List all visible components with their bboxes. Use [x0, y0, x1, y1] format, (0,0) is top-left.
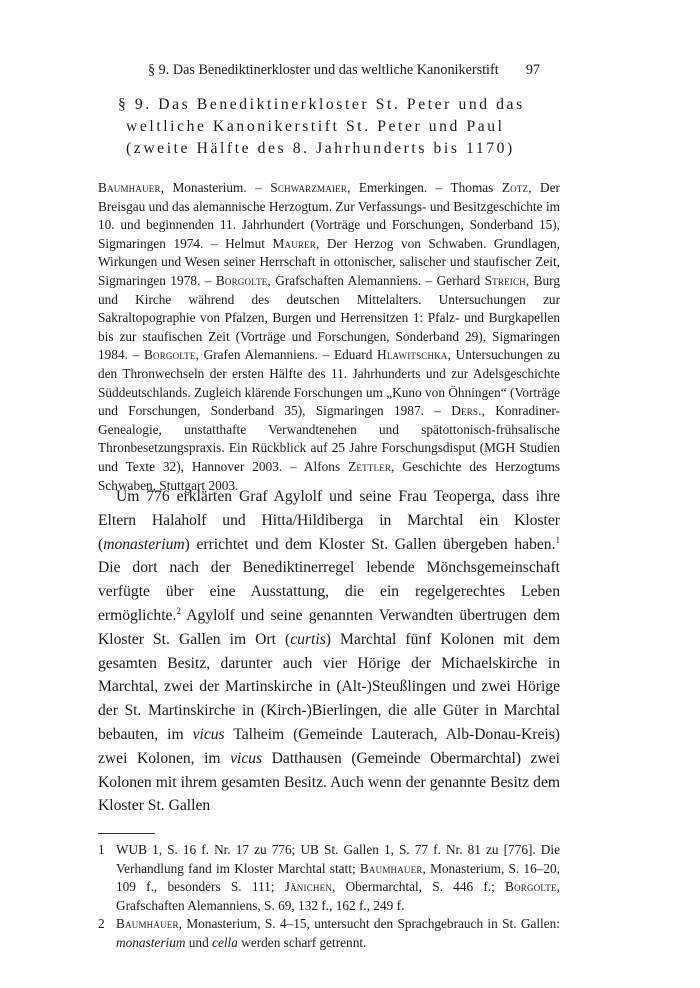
- body-text: Datthausen (Gemeinde Obermarchtal) zwei Kolonen mit ihrem gesamten Besitz. Auch wenn der genannte Besitz dem Kloster St. Gallen: [98, 749, 560, 815]
- footnote-segment: , Monasterium, S. 4–15, untersucht den Sprachgebrauch in St. Gallen:: [178, 916, 560, 932]
- body-text: ) errichtet und dem Kloster St. Gallen übergeben haben.: [184, 535, 556, 553]
- bibliography-text: , Grafen Alemanniens. – Eduard: [195, 347, 378, 363]
- bibliography-text: , Der Herzog von Schwaben. Grundlagen, Wirkungen und Wesen seiner Herrschaft in ottonischer, salischer und staufischer Zeit, Sigmaringen 1978. –: [98, 235, 561, 288]
- footnote-segment: werden scharf getrennt.: [237, 934, 367, 950]
- author-name: Jänichen: [284, 879, 333, 895]
- body-text: Agylolf und seine genannten Verwandten übertrugen dem Kloster St. Gallen im Ort (: [98, 606, 560, 648]
- author-name: Ders.: [451, 403, 482, 419]
- author-name: Zettler: [348, 458, 392, 474]
- footnote-divider: [98, 833, 155, 834]
- author-name: Streich: [484, 272, 526, 288]
- footnote-segment: , Monasterium, S. 16–20, 109 f., besonders S. 111;: [116, 860, 560, 895]
- footnote-number: 2: [98, 916, 105, 932]
- body-text: Talheim (Gemeinde Lauterach, Alb-Donau-Kreis) zwei Kolonen, im: [98, 725, 560, 767]
- author-name: Zotz: [501, 180, 529, 195]
- footnote-2: [98, 915, 560, 952]
- page-number: 97: [525, 62, 540, 78]
- author-name: Maurer: [272, 235, 317, 251]
- footnote-ref-2[interactable]: 2: [176, 605, 181, 616]
- bibliography-text: , Monasterium. –: [160, 180, 271, 195]
- footnote-number: 1: [98, 842, 105, 857]
- author-name: Baumhauer: [116, 916, 179, 932]
- heading-line-2: weltliche Kanonikerstift St. Peter und Paul: [126, 118, 505, 135]
- footnote-text: [116, 915, 560, 952]
- body-paragraph: [98, 485, 560, 818]
- bibliography-text: , Geschichte des Herzogtums Schwaben, Stuttgart 2003.: [98, 458, 560, 493]
- author-name: Borgolte: [215, 272, 268, 288]
- footnote-1: [98, 841, 560, 915]
- heading-line-1: § 9. Das Benediktinerkloster St. Peter und das: [118, 96, 525, 113]
- bibliography-text: , Grafschaften Alemanniens. – Gerhard: [267, 272, 485, 288]
- running-head: [148, 62, 540, 79]
- author-name: Schwarzmaier: [270, 180, 348, 195]
- body-text: Um 776 erklärten Graf Agylolf und seine Frau Teoperga, dass ihre Eltern Halaholf und Hitta/Hildiberga in Marchtal ein Kloster (: [98, 488, 560, 553]
- italic-term: monasterium: [116, 934, 186, 950]
- section-heading: [118, 94, 538, 160]
- heading-line-3: (zweite Hälfte des 8. Jahrhunderts bis 1170): [126, 140, 515, 157]
- body-text: Die dort nach der Benediktinerregel lebende Mönchsgemeinschaft verfügte über eine Ausstattung, die ein regelgerechtes Leben ermöglichte.: [98, 559, 560, 624]
- footnote-segment: WUB 1, S. 16 f. Nr. 17 zu 776; UB St. Gallen 1, S. 77 f. Nr. 81 zu [776]. Die Verhandlung fand im Kloster Marchtal statt;: [116, 842, 560, 876]
- footnote-segment: , Grafschaften Alemanniens, S. 69, 132 f., 162 f., 249 f.: [116, 879, 560, 913]
- italic-term: curtis: [290, 630, 326, 648]
- body-text: ) Marchtal fünf Kolonen mit dem gesamten Besitz, darunter auch vier Hörige der Michaelskirche in Marchtal, zwei der Martinskirche in (Alt-)Steußlingen und zwei Hörige der St. Martinskirche in (Kirch-)Bierlingen, die alle Güter in Marchtal bebauten, im: [98, 630, 561, 743]
- bibliography-text: , Der Breisgau und das alemannische Herzogtum. Zur Verfassungs- und Besitzgeschichte im 10. und beginnenden 11. Jahrhundert (Vorträge und Forschungen, Sonderband 15), Sigmaringen 1974. – Helmut: [98, 180, 560, 251]
- footnotes: [98, 841, 560, 953]
- italic-term: vicus: [230, 749, 263, 767]
- author-name: Borgolte: [505, 879, 557, 895]
- author-name: Baumhauer: [359, 860, 423, 876]
- bibliography-text: , Burg und Kirche während des deutschen Mittelalters. Untersuchungen zur Sakraltopographie von Pfalzen, Burgen und Herrensitzen 1: Pfalz- und Burgkapellen bis zur staufischen Zeit (Vorträge und Forschungen, Sonderband 29), Sigmaringen 1984. –: [98, 272, 560, 363]
- footnote-segment: und: [185, 934, 213, 950]
- author-name: Baumhauer: [98, 180, 161, 195]
- running-head-title: § 9. Das Benediktinerkloster und das weltliche Kanonikerstift: [148, 62, 499, 78]
- bibliography-text: , Untersuchungen zu den Thronwechseln der ersten Hälfte des 11. Jahrhunderts und zur Adelsgeschichte Süddeutschlands. Zugleich klärende Forschungen um „Kuno von Öhningen“ (Vorträge und Forschungen, Sonderband 35), Sigmaringen 1987. –: [98, 347, 560, 419]
- author-name: Hlawitschka: [377, 347, 448, 363]
- bibliography-text: , Emerkingen. – Thomas: [347, 180, 502, 195]
- italic-term: monasterium: [103, 535, 185, 553]
- italic-term: vicus: [192, 725, 225, 743]
- bibliography-text: , Konradiner-Genealogie, unstatthafte Verwandtenehen und spätottonisch-frühsalische Thronbesetzungspraxis. Ein Rückblick auf 25 Jahre Forschungsdisput (MGH Studien und Texte 32), Hannover 2003. – Alfons: [98, 403, 560, 474]
- author-name: Borgolte: [143, 347, 196, 363]
- footnote-segment: , Obermarchtal, S. 446 f.;: [332, 879, 506, 895]
- bibliography-block: [98, 179, 560, 495]
- italic-term: cella: [212, 934, 238, 950]
- footnote-text: [116, 841, 560, 915]
- footnote-ref-1[interactable]: 1: [555, 534, 560, 545]
